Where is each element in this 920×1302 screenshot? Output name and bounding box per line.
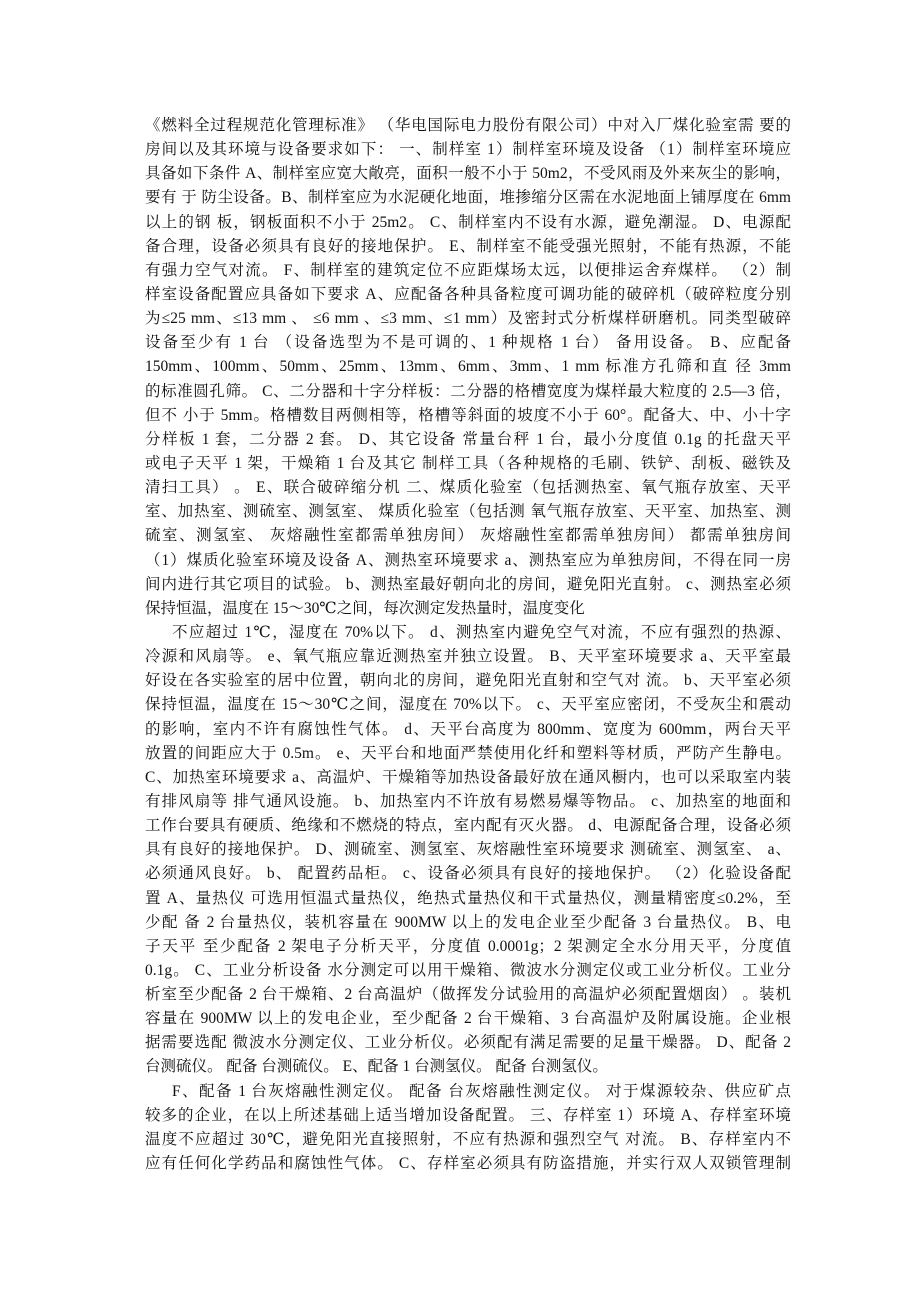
text-line: 台测硫仪。 配备 台测硫仪。 E、配备 1 台测氢仪。 配备 台测氢仪。 — [145, 1058, 608, 1076]
text-line: 为≤25 mm、≤13 mm 、 ≤6 mm 、≤3 mm、≤1 mm）及密封式分析煤样研磨机。同类型破碎 — [145, 310, 791, 328]
text-line: 容量在 900MW 以上的发电企业，至少配备 2 台干燥箱、3 台高温炉及附属设施。企业根 — [145, 1010, 791, 1028]
text-line: 必须通风良好。 b、 配置药品柜。 c、设备必须具有良好的接地保护。 （2）化验设备配 — [145, 865, 791, 883]
text-line: 温度不应超过 30℃，避免阳光直接照射，不应有热源和强烈空气 对流。 B、存样室内不 — [145, 1130, 791, 1148]
text-line: 具备如下条件 A、制样室应宽大敞亮，面积一般不小于 50m2，不受风雨及外来灰尘的影响， — [145, 165, 791, 183]
text-line: 0.1g。 C、工业分析设备 水分测定可以用干燥箱、微波水分测定仪或工业分析仪。工业分 — [145, 961, 791, 979]
text-line: 有强力空气对流。 F、制样室的建筑定位不应距煤场太远，以便排运舍弃煤样。 （2）制 — [145, 261, 791, 279]
text-line: 的标准圆孔筛。 C、二分器和十字分样板：二分器的格槽宽度为煤样最大粒度的 2.5—3 倍， — [145, 382, 791, 400]
text-line: 设备至少有 1 台 （设备选型为不是可调的、1 种规格 1 台） 备用设备。 B、应配备 — [145, 334, 791, 352]
text-line: 要有 于 防尘设备。B、制样室应为水泥硬化地面，堆掺缩分区需在水泥地面上铺厚度在 6mm — [145, 189, 791, 207]
text-line: 应有任何化学药品和腐蚀性气体。 C、存样室必须具有防盗措施，并实行双人双锁管理制 — [145, 1155, 791, 1173]
paragraph-start-line: F、配备 1 台灰熔融性测定仪。 配备 台灰熔融性测定仪。 对于煤源较杂、供应矿点 — [172, 1082, 791, 1100]
text-line: 分样板 1 套，二分器 2 套。 D、其它设备 常量台秤 1 台，最小分度值 0.1g 的托盘天平 — [145, 430, 791, 448]
text-line: 的影响，室内不许有腐蚀性气体。 d、天平台高度为 800mm、宽度为 600mm，两台天平 — [145, 720, 791, 738]
paragraph-start-line: 不应超过 1℃，湿度在 70%以下。 d、测热室内避免空气对流，不应有强烈的热源、 — [172, 623, 791, 641]
text-line: 硫室、测氢室、 灰熔融性室都需单独房间） 灰熔融性室都需单独房间） 都需单独房间 — [145, 527, 791, 545]
document-body — [145, 114, 791, 1176]
text-line: 保持恒温，温度在 15～30℃之间，每次测定发热量时，温度变化 — [145, 599, 585, 617]
text-line: 《燃料全过程规范化管理标准》 （华电国际电力股份有限公司）中对入厂煤化验室需 要的 — [145, 117, 791, 134]
text-line: 但不 小于 5mm。格槽数目两侧相等，格槽等斜面的坡度不小于 60°。配备大、中、小十字 — [145, 406, 791, 424]
text-line: 间内进行其它项目的试验。 b、测热室最好朝向北的房间，避免阳光直射。 c、测热室必须 — [145, 575, 791, 593]
text-line: 工作台要具有硬质、绝缘和不燃烧的特点，室内配有灭火器。 d、电源配备合理，设备必须 — [145, 817, 791, 835]
text-line: 置 A、量热仪 可选用恒温式量热仪，绝热式量热仪和干式量热仪，测量精密度≤0.2%，至 — [145, 889, 791, 907]
text-line: 好设在各实验室的居中位置，朝向北的房间，避免阳光直射和空气对 流。 b、天平室必须 — [145, 672, 791, 690]
text-line: 冷源和风扇等。 e、氧气瓶应靠近测热室并独立设置。 B、天平室环境要求 a、天平室最 — [145, 648, 791, 666]
text-line: 室、加热室、测硫室、测氢室、 煤质化验室（包括测 氧气瓶存放室、天平室、加热室、测 — [145, 503, 791, 521]
text-line: 清扫工具） 。 E、联合破碎缩分机 二、煤质化验室（包括测热室、氧气瓶存放室、天平 — [145, 479, 791, 497]
text-line: 房间以及其环境与设备要求如下： 一、制样室 1）制样室环境及设备 （1）制样室环境应 — [145, 141, 791, 159]
text-line: 有排风扇等 排气通风设施。 b、加热室内不许放有易燃易爆等物品。 c、加热室的地面和 — [145, 792, 791, 810]
text-line: 放置的间距应大于 0.5m。 e、天平台和地面严禁使用化纤和塑料等材质，严防产生静电。 — [145, 744, 791, 762]
text-line: 少配 备 2 台量热仪，装机容量在 900MW 以上的发电企业至少配备 3 台量热仪。 B、电 — [145, 913, 791, 931]
text-line: 或电子天平 1 架，干燥箱 1 台及其它 制样工具（各种规格的毛刷、铁铲、刮板、磁铁及 — [145, 454, 791, 472]
text-line: （1）煤质化验室环境及设备 A、测热室环境要求 a、测热室应为单独房间，不得在同一房 — [145, 551, 791, 569]
text-line: 以上的钢 板，钢板面积不小于 25m2。 C、制样室内不设有水源，避免潮湿。 D、电源配 — [145, 213, 791, 231]
text-line: 据需要选配 微波水分测定仪、工业分析仪。必须配有满足需要的足量干燥器。 D、配备 2 — [145, 1034, 791, 1052]
text-line: C、加热室环境要求 a、高温炉、干燥箱等加热设备最好放在通风橱内，也可以采取室内装 — [145, 768, 791, 786]
text-line: 保持恒温，温度在 15～30℃之间，湿度在 70%以下。 c、天平室应密闭，不受灰尘和震动 — [145, 696, 791, 714]
text-line: 150mm、100mm、50mm、25mm、13mm、6mm、3mm、1 mm 标准方孔筛和直 径 3mm — [145, 358, 791, 376]
text-line: 样室设备配置应具备如下要求 A、应配备各种具备粒度可调功能的破碎机（破碎粒度分别 — [145, 285, 791, 303]
text-line: 备合理，设备必须具有良好的接地保护。 E、制样室不能受强光照射，不能有热源，不能 — [145, 237, 791, 255]
text-line: 析室至少配备 2 台干燥箱、2 台高温炉（做挥发分试验用的高温炉必须配置烟囱） 。装机 — [145, 986, 791, 1004]
text-line: 较多的企业，在以上所述基础上适当增加设备配置。 三、存样室 1）环境 A、存样室环境 — [145, 1106, 791, 1124]
text-line: 具有良好的接地保护。 D、测硫室、测氢室、灰熔融性室环境要求 测硫室、测氢室、 a、 — [145, 841, 791, 859]
text-line: 子天平 至少配备 2 架电子分析天平，分度值 0.0001g；2 架测定全水分用天平，分度值 — [145, 937, 791, 955]
